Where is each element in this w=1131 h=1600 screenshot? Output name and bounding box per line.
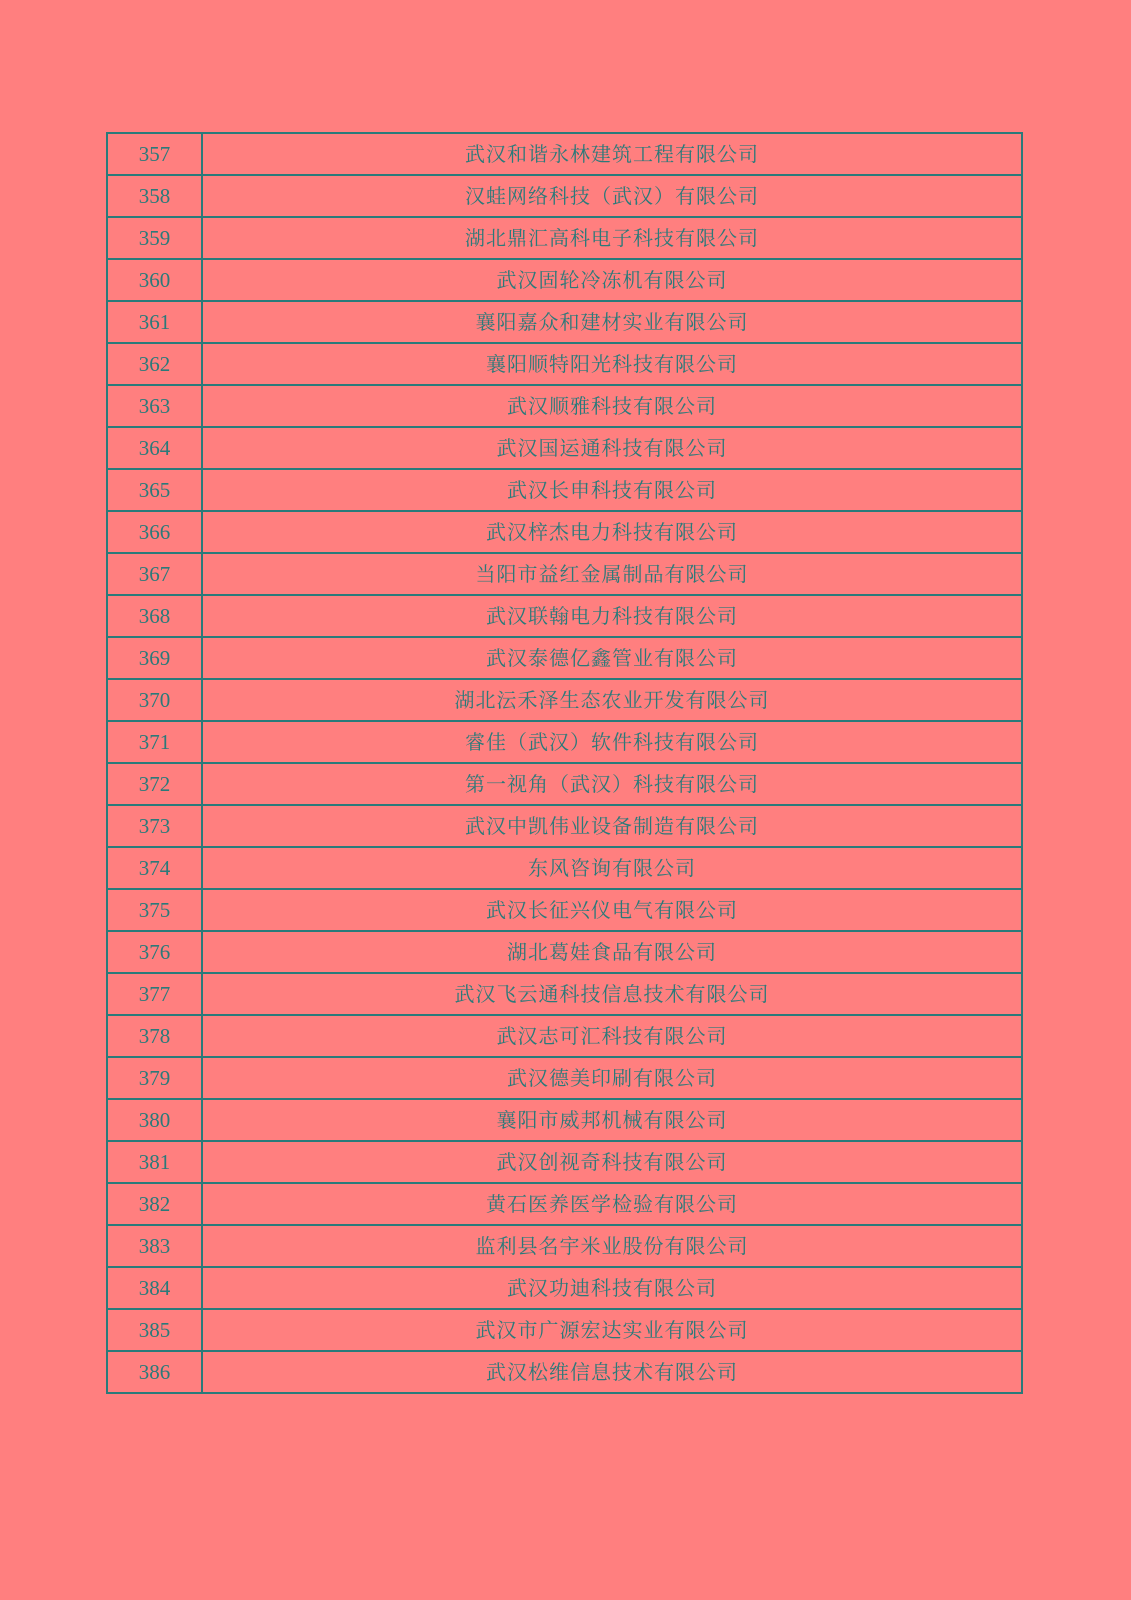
company-name-cell: 黄石医养医学检验有限公司 (202, 1183, 1022, 1225)
company-name-cell: 汉蛙网络科技（武汉）有限公司 (202, 175, 1022, 217)
company-name-cell: 襄阳市威邦机械有限公司 (202, 1099, 1022, 1141)
table-row (107, 259, 1022, 301)
row-number-cell: 379 (107, 1057, 202, 1099)
table-body (107, 133, 1022, 1393)
row-number-cell: 372 (107, 763, 202, 805)
row-number-cell: 361 (107, 301, 202, 343)
company-name-cell: 武汉志可汇科技有限公司 (202, 1015, 1022, 1057)
row-number-cell: 359 (107, 217, 202, 259)
table-row (107, 1141, 1022, 1183)
table-row (107, 847, 1022, 889)
company-name-cell: 武汉固轮冷冻机有限公司 (202, 259, 1022, 301)
company-name-cell: 武汉长申科技有限公司 (202, 469, 1022, 511)
row-number-cell: 369 (107, 637, 202, 679)
company-name-cell: 武汉国运通科技有限公司 (202, 427, 1022, 469)
row-number-cell: 366 (107, 511, 202, 553)
table-row (107, 217, 1022, 259)
row-number-cell: 365 (107, 469, 202, 511)
company-name-cell: 湖北葛娃食品有限公司 (202, 931, 1022, 973)
row-number-cell: 384 (107, 1267, 202, 1309)
row-number-cell: 378 (107, 1015, 202, 1057)
company-name-cell: 武汉飞云通科技信息技术有限公司 (202, 973, 1022, 1015)
company-name-cell: 武汉中凯伟业设备制造有限公司 (202, 805, 1022, 847)
table-row (107, 385, 1022, 427)
row-number-cell: 371 (107, 721, 202, 763)
row-number-cell: 386 (107, 1351, 202, 1393)
table-row (107, 175, 1022, 217)
company-name-cell: 武汉联翰电力科技有限公司 (202, 595, 1022, 637)
table-row (107, 805, 1022, 847)
row-number-cell: 357 (107, 133, 202, 175)
table-row (107, 553, 1022, 595)
company-name-cell: 睿佳（武汉）软件科技有限公司 (202, 721, 1022, 763)
company-name-cell: 武汉功迪科技有限公司 (202, 1267, 1022, 1309)
table-row (107, 301, 1022, 343)
row-number-cell: 360 (107, 259, 202, 301)
row-number-cell: 367 (107, 553, 202, 595)
row-number-cell: 373 (107, 805, 202, 847)
table-row (107, 1015, 1022, 1057)
company-name-cell: 监利县名宇米业股份有限公司 (202, 1225, 1022, 1267)
company-name-cell: 武汉泰德亿鑫管业有限公司 (202, 637, 1022, 679)
row-number-cell: 383 (107, 1225, 202, 1267)
table-row (107, 133, 1022, 175)
table-row (107, 469, 1022, 511)
company-name-cell: 襄阳嘉众和建材实业有限公司 (202, 301, 1022, 343)
company-name-cell: 东风咨询有限公司 (202, 847, 1022, 889)
row-number-cell: 370 (107, 679, 202, 721)
table-row (107, 637, 1022, 679)
table-row (107, 343, 1022, 385)
table-row (107, 1183, 1022, 1225)
company-name-cell: 武汉长征兴仪电气有限公司 (202, 889, 1022, 931)
row-number-cell: 376 (107, 931, 202, 973)
company-name-cell: 当阳市益红金属制品有限公司 (202, 553, 1022, 595)
company-name-cell: 武汉顺雅科技有限公司 (202, 385, 1022, 427)
row-number-cell: 382 (107, 1183, 202, 1225)
table-row (107, 973, 1022, 1015)
company-name-cell: 武汉创视奇科技有限公司 (202, 1141, 1022, 1183)
row-number-cell: 362 (107, 343, 202, 385)
table-row (107, 1225, 1022, 1267)
row-number-cell: 375 (107, 889, 202, 931)
company-name-cell: 第一视角（武汉）科技有限公司 (202, 763, 1022, 805)
row-number-cell: 364 (107, 427, 202, 469)
table-row (107, 511, 1022, 553)
table-row (107, 1351, 1022, 1393)
row-number-cell: 363 (107, 385, 202, 427)
row-number-cell: 374 (107, 847, 202, 889)
row-number-cell: 381 (107, 1141, 202, 1183)
row-number-cell: 385 (107, 1309, 202, 1351)
company-name-cell: 武汉和谐永林建筑工程有限公司 (202, 133, 1022, 175)
table-row (107, 1267, 1022, 1309)
table-row (107, 763, 1022, 805)
table-row (107, 721, 1022, 763)
row-number-cell: 368 (107, 595, 202, 637)
row-number-cell: 358 (107, 175, 202, 217)
company-name-cell: 武汉松维信息技术有限公司 (202, 1351, 1022, 1393)
company-name-cell: 襄阳顺特阳光科技有限公司 (202, 343, 1022, 385)
table-row (107, 679, 1022, 721)
table-row (107, 1057, 1022, 1099)
company-name-cell: 武汉市广源宏达实业有限公司 (202, 1309, 1022, 1351)
table-row (107, 1309, 1022, 1351)
company-name-cell: 武汉梓杰电力科技有限公司 (202, 511, 1022, 553)
row-number-cell: 380 (107, 1099, 202, 1141)
table-row (107, 889, 1022, 931)
company-name-cell: 湖北鼎汇高科电子科技有限公司 (202, 217, 1022, 259)
table-row (107, 427, 1022, 469)
company-list-table (106, 132, 1023, 1394)
company-name-cell: 湖北沄禾泽生态农业开发有限公司 (202, 679, 1022, 721)
company-name-cell: 武汉德美印刷有限公司 (202, 1057, 1022, 1099)
table-row (107, 595, 1022, 637)
row-number-cell: 377 (107, 973, 202, 1015)
table-row (107, 1099, 1022, 1141)
table-row (107, 931, 1022, 973)
